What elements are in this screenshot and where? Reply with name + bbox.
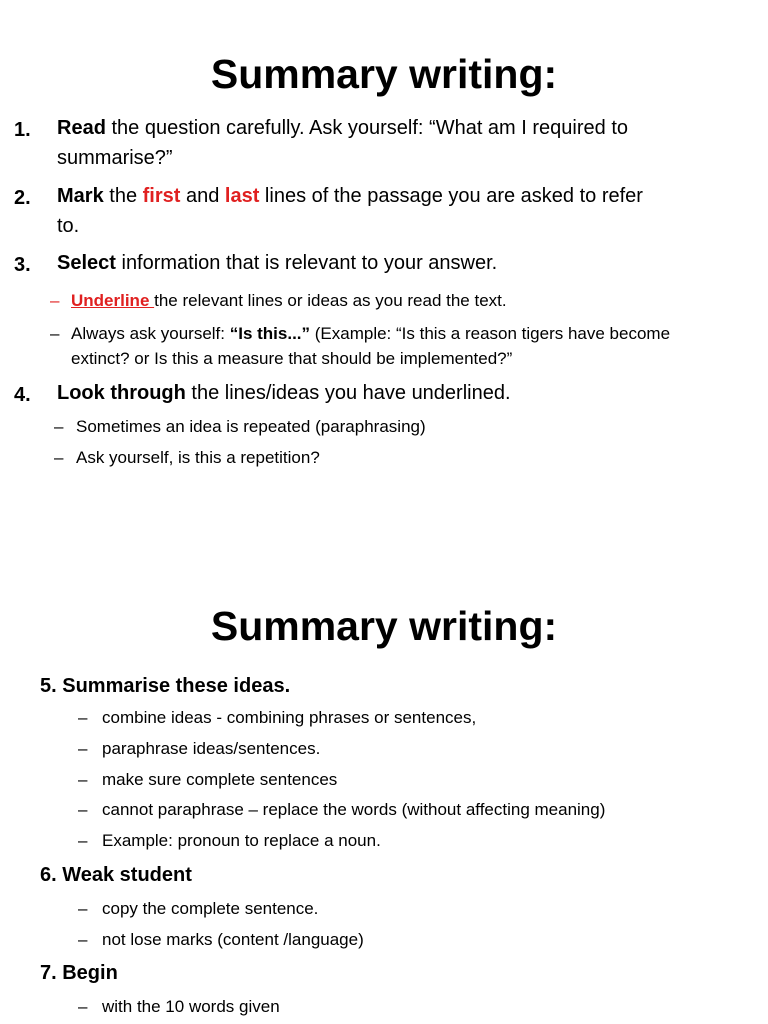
underline-highlight: Underline <box>71 291 155 310</box>
item-1-number: 1. <box>14 119 31 141</box>
section-5-sub-3: make sure complete sentences <box>102 770 338 789</box>
section-7-sub-1-dash: – <box>78 997 88 1016</box>
item-4-sub-1-dash: – <box>54 417 64 436</box>
item-3-sub-1-text: the relevant lines or ideas as you read the text. <box>154 291 507 310</box>
item-2-last-highlight: last <box>224 185 260 207</box>
section-7-heading: 7. Begin <box>40 962 118 984</box>
item-3-text: information that is relevant to your answer. <box>115 252 498 274</box>
section-5-sub-4-dash: – <box>78 800 88 819</box>
item-1-text: the question carefully. Ask yourself: “What am I required to <box>105 117 628 139</box>
item-3-sub-2-dash: – <box>50 324 60 343</box>
section-6-sub-2-dash: – <box>78 930 88 949</box>
item-2-number: 2. <box>14 187 31 209</box>
section-6-sub-2: not lose marks (content /language) <box>102 930 364 949</box>
section-5-sub-5: Example: pronoun to replace a noun. <box>102 831 381 850</box>
item-4-sub-2-dash: – <box>54 448 64 467</box>
item-3-sub-1-dash: – <box>50 291 60 310</box>
item-3-sub-2-text-b: (Example: “Is this a reason tigers have become <box>310 324 671 343</box>
item-1-keyword: Read <box>57 117 106 139</box>
item-4-sub-2: Ask yourself, is this a repetition? <box>76 448 320 467</box>
item-4-text: the lines/ideas you have underlined. <box>185 382 511 404</box>
section-6-heading: 6. Weak student <box>40 864 192 886</box>
item-2-text-a: the <box>103 185 143 207</box>
slide-1-title: Summary writing: <box>210 51 558 97</box>
item-4-line-1 <box>57 378 511 408</box>
item-3-sub-2-text-a: Always ask yourself: <box>71 324 230 343</box>
section-5-heading: 5. Summarise these ideas. <box>40 675 291 697</box>
section-5-sub-3-dash: – <box>78 770 88 789</box>
item-2-first-highlight: first <box>142 185 181 207</box>
section-5-sub-5-dash: – <box>78 831 88 850</box>
item-2-text-b: and <box>180 185 225 207</box>
item-3-sub-2-bold: “Is this...” <box>229 324 311 343</box>
section-5-sub-1: combine ideas - combining phrases or sentences, <box>102 708 477 727</box>
section-5-sub-4: cannot paraphrase – replace the words (without affecting meaning) <box>102 800 606 819</box>
item-1-line-1 <box>57 113 628 143</box>
item-3-sub-1 <box>71 288 507 313</box>
item-2-keyword: Mark <box>57 185 104 207</box>
item-3-sub-2-line-2: extinct? or Is this a measure that should be implemented?” <box>71 349 513 368</box>
item-1-line-2: summarise?” <box>57 147 173 169</box>
item-3-number: 3. <box>14 254 31 276</box>
item-2-text-c: lines of the passage you are asked to refer <box>259 185 643 207</box>
section-5-sub-2: paraphrase ideas/sentences. <box>102 739 321 758</box>
item-4-number: 4. <box>14 384 31 406</box>
item-3-line-1 <box>57 248 497 278</box>
item-3-sub-2-line-1 <box>71 321 670 346</box>
section-5-sub-2-dash: – <box>78 739 88 758</box>
item-2-line-2: to. <box>57 215 80 237</box>
section-7-sub-1: with the 10 words given <box>102 997 280 1016</box>
item-4-keyword: Look through <box>57 382 186 404</box>
item-3-keyword: Select <box>57 252 116 274</box>
slide-2-title: Summary writing: <box>210 603 558 649</box>
section-6-sub-1-dash: – <box>78 899 88 918</box>
section-6-sub-1: copy the complete sentence. <box>102 899 319 918</box>
item-4-sub-1: Sometimes an idea is repeated (paraphrasing) <box>76 417 426 436</box>
item-2-line-1 <box>57 181 643 211</box>
section-5-sub-1-dash: – <box>78 708 88 727</box>
